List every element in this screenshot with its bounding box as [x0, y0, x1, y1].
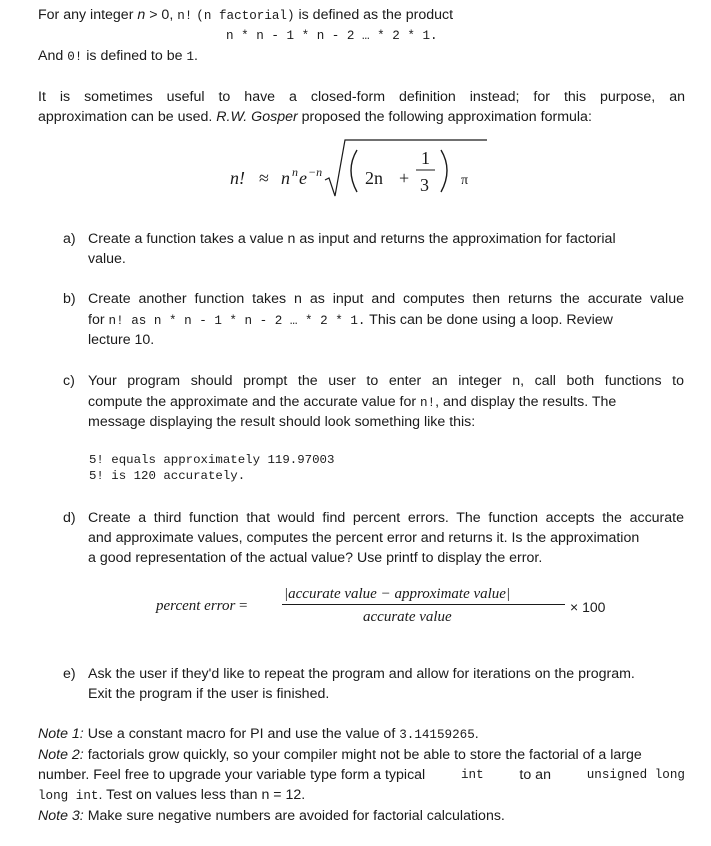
para2-line2 [38, 108, 592, 126]
frac-den: 3 [420, 175, 429, 195]
formula-exp: n [292, 165, 298, 179]
code-nfact: n! [420, 396, 436, 410]
percent-error-lhs [156, 597, 248, 615]
note-2-line1 [38, 746, 642, 764]
text: is defined to be [82, 48, 187, 64]
text: = [239, 598, 248, 614]
product-expression: n * n - 1 * n - 2 … * 2 * 1. [226, 29, 438, 43]
frac-num: 1 [421, 148, 430, 168]
fraction-bar [282, 604, 565, 605]
text: Make sure negative numbers are avoided for factorial calculations. [83, 808, 505, 824]
formula-pi: π [461, 173, 469, 188]
item-a-line2: value. [88, 251, 126, 267]
code-n-factorial: (n factorial) [196, 9, 295, 23]
item-d-line1 [88, 509, 684, 527]
text: Your program should prompt the user to enter an integer n, call both functions to [88, 373, 684, 389]
formula-base: n [281, 168, 290, 188]
code-long-int: long int [38, 789, 99, 803]
text: This can be done using a loop. Review [365, 312, 613, 328]
item-a-label: a) [63, 231, 76, 247]
item-e-label: e) [63, 666, 76, 682]
item-b-line3: lecture 10. [88, 332, 155, 348]
item-b-label: b) [63, 291, 76, 307]
code-factorial-product: n! as n * n - 1 * n - 2 … * 2 * 1. [108, 314, 366, 328]
code-zero-fact: 0! [67, 50, 83, 64]
left-paren [351, 150, 357, 192]
code-int: int [460, 768, 484, 782]
text: for [88, 312, 105, 328]
item-a-line1: Create a function takes a value n as input and returns the approximation for factorial [88, 231, 616, 247]
code-unsigned-long: unsigned long [586, 768, 685, 782]
intro-text: is defined as the product [294, 7, 454, 23]
formula-e-exp: −n [308, 165, 323, 179]
right-paren [441, 150, 447, 192]
code-nfact: n! [177, 9, 193, 23]
percent-error-denominator: accurate value [363, 609, 452, 625]
formula-e: e [299, 168, 307, 188]
text: Create another function takes n as input and computes then returns the accurate value [88, 291, 684, 307]
item-c-line1 [88, 372, 684, 390]
text: factorials grow quickly, so your compiler might not be able to store the factorial of a large [83, 747, 642, 763]
text: And [38, 48, 68, 64]
intro-text: For any integer [38, 7, 138, 23]
text: . Test on values less than n = 12. [98, 787, 306, 803]
formula-lhs: n! [230, 168, 245, 188]
sample-output-line2: 5! is 120 accurately. [89, 469, 246, 483]
text: to an [519, 767, 551, 783]
text: . [474, 726, 479, 742]
times-100: × 100 [570, 599, 606, 615]
formula-2n: 2n [365, 168, 383, 188]
item-c-label: c) [63, 373, 75, 389]
item-d-label: d) [63, 510, 76, 526]
para2-line1 [38, 88, 685, 106]
intro-text: > 0, [145, 7, 178, 23]
item-b-line2 [88, 311, 613, 330]
text: , and display the results. The [435, 394, 617, 410]
text: Use a constant macro for PI and use the value of [83, 726, 400, 742]
note-2-label: Note 2: [38, 747, 84, 763]
var-n: n [137, 7, 146, 23]
code-one: 1 [186, 50, 194, 64]
sample-output-line1: 5! equals approximately 119.97003 [89, 453, 335, 467]
approx-sign: ≈ [259, 168, 269, 188]
note-3-label: Note 3: [38, 808, 84, 824]
text: percent error [156, 598, 236, 614]
author-name: R.W. Gosper [216, 109, 298, 125]
text: compute the approximate and the accurate value for [88, 394, 421, 410]
item-d-line2: and approximate values, computes the percent error and returns it. Is the approximation [88, 530, 640, 546]
text: number. Feel free to upgrade your variable type form a typical [38, 767, 426, 783]
note-2-line2 [38, 766, 685, 784]
text: Create a third function that would find percent errors. The function accepts the accurate [88, 510, 684, 526]
item-e-line1: Ask the user if they'd like to repeat the program and allow for iterations on the program. [88, 666, 635, 682]
text: It is sometimes useful to have a closed-form definition instead; for this purpose, an [38, 89, 685, 105]
note-1-label: Note 1: [38, 726, 84, 742]
text: . [194, 48, 198, 64]
zero-factorial-line [38, 47, 198, 66]
text: approximation can be used. [38, 109, 217, 125]
gosper-formula [225, 134, 495, 204]
note-2-line3 [38, 786, 305, 805]
formula-plus: + [399, 168, 410, 188]
item-b-line1 [88, 290, 684, 308]
item-d-line3: a good representation of the actual value? Use printf to display the error. [88, 550, 543, 566]
item-e-line2: Exit the program if the user is finished. [88, 686, 330, 702]
text: proposed the following approximation formula: [297, 109, 592, 125]
intro-line [38, 6, 453, 25]
code-pi-value: 3.14159265 [399, 728, 475, 742]
item-c-line2 [88, 393, 616, 412]
note-3 [38, 807, 505, 825]
item-c-line3: message displaying the result should look something like this: [88, 414, 476, 430]
note-1 [38, 725, 479, 744]
percent-error-numerator: |accurate value − approximate value| [284, 586, 511, 602]
